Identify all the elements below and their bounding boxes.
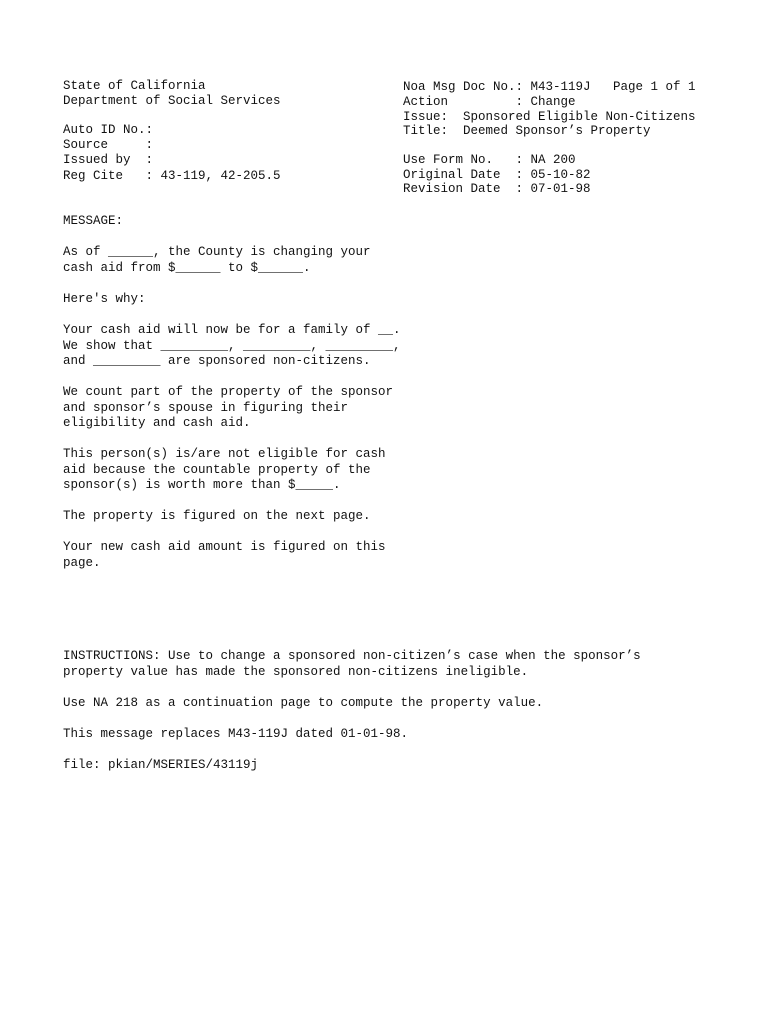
message-line: As of ______, the County is changing your (63, 245, 371, 259)
message-line: page. (63, 556, 101, 570)
agency-state: State of California (63, 79, 206, 93)
instructions-line: Use NA 218 as a continuation page to compute the property value. (63, 696, 544, 710)
message-line: We count part of the property of the sponsor (63, 385, 394, 399)
instructions-line: This message replaces M43-119J dated 01-01-98. (63, 727, 409, 741)
message-line: eligibility and cash aid. (63, 416, 251, 430)
message-line: Your new cash aid amount is figured on this (63, 540, 386, 554)
message-line: aid because the countable property of the (63, 463, 371, 477)
message-line: and _________ are sponsored non-citizens. (63, 354, 371, 368)
issued-by-field: Issued by : (63, 153, 154, 167)
use-form-field: Use Form No. : NA 200 (403, 153, 576, 167)
agency-department: Department of Social Services (63, 94, 281, 108)
original-date-field: Original Date : 05-10-82 (403, 168, 591, 182)
file-path: file: pkian/MSERIES/43119j (63, 758, 259, 772)
message-line: This person(s) is/are not eligible for cash (63, 447, 386, 461)
revision-date-field: Revision Date : 07-01-98 (403, 182, 591, 196)
message-line: Your cash aid will now be for a family of __. (63, 323, 401, 337)
instructions-line: INSTRUCTIONS: Use to change a sponsored non-citizen’s case when the sponsor’s (63, 649, 641, 663)
auto-id-field: Auto ID No.: (63, 123, 154, 137)
instructions-line: property value has made the sponsored non-citizens ineligible. (63, 665, 529, 679)
message-line: The property is figured on the next page. (63, 509, 371, 523)
message-line: Here's why: (63, 292, 146, 306)
reg-cite-field: Reg Cite : 43-119, 42-205.5 (63, 169, 281, 183)
message-line: cash aid from $______ to $______. (63, 261, 311, 275)
title-field: Title: Deemed Sponsor’s Property (403, 124, 651, 138)
message-line: We show that _________, _________, _________, (63, 339, 401, 353)
source-field: Source : (63, 138, 154, 152)
message-line: sponsor(s) is worth more than $_____. (63, 478, 341, 492)
message-label: MESSAGE: (63, 214, 124, 228)
action-field: Action : Change (403, 95, 576, 109)
doc-number-field: Noa Msg Doc No.: M43-119J Page 1 of 1 (403, 80, 696, 94)
message-line: and sponsor’s spouse in figuring their (63, 401, 349, 415)
issue-field: Issue: Sponsored Eligible Non-Citizens (403, 110, 696, 124)
